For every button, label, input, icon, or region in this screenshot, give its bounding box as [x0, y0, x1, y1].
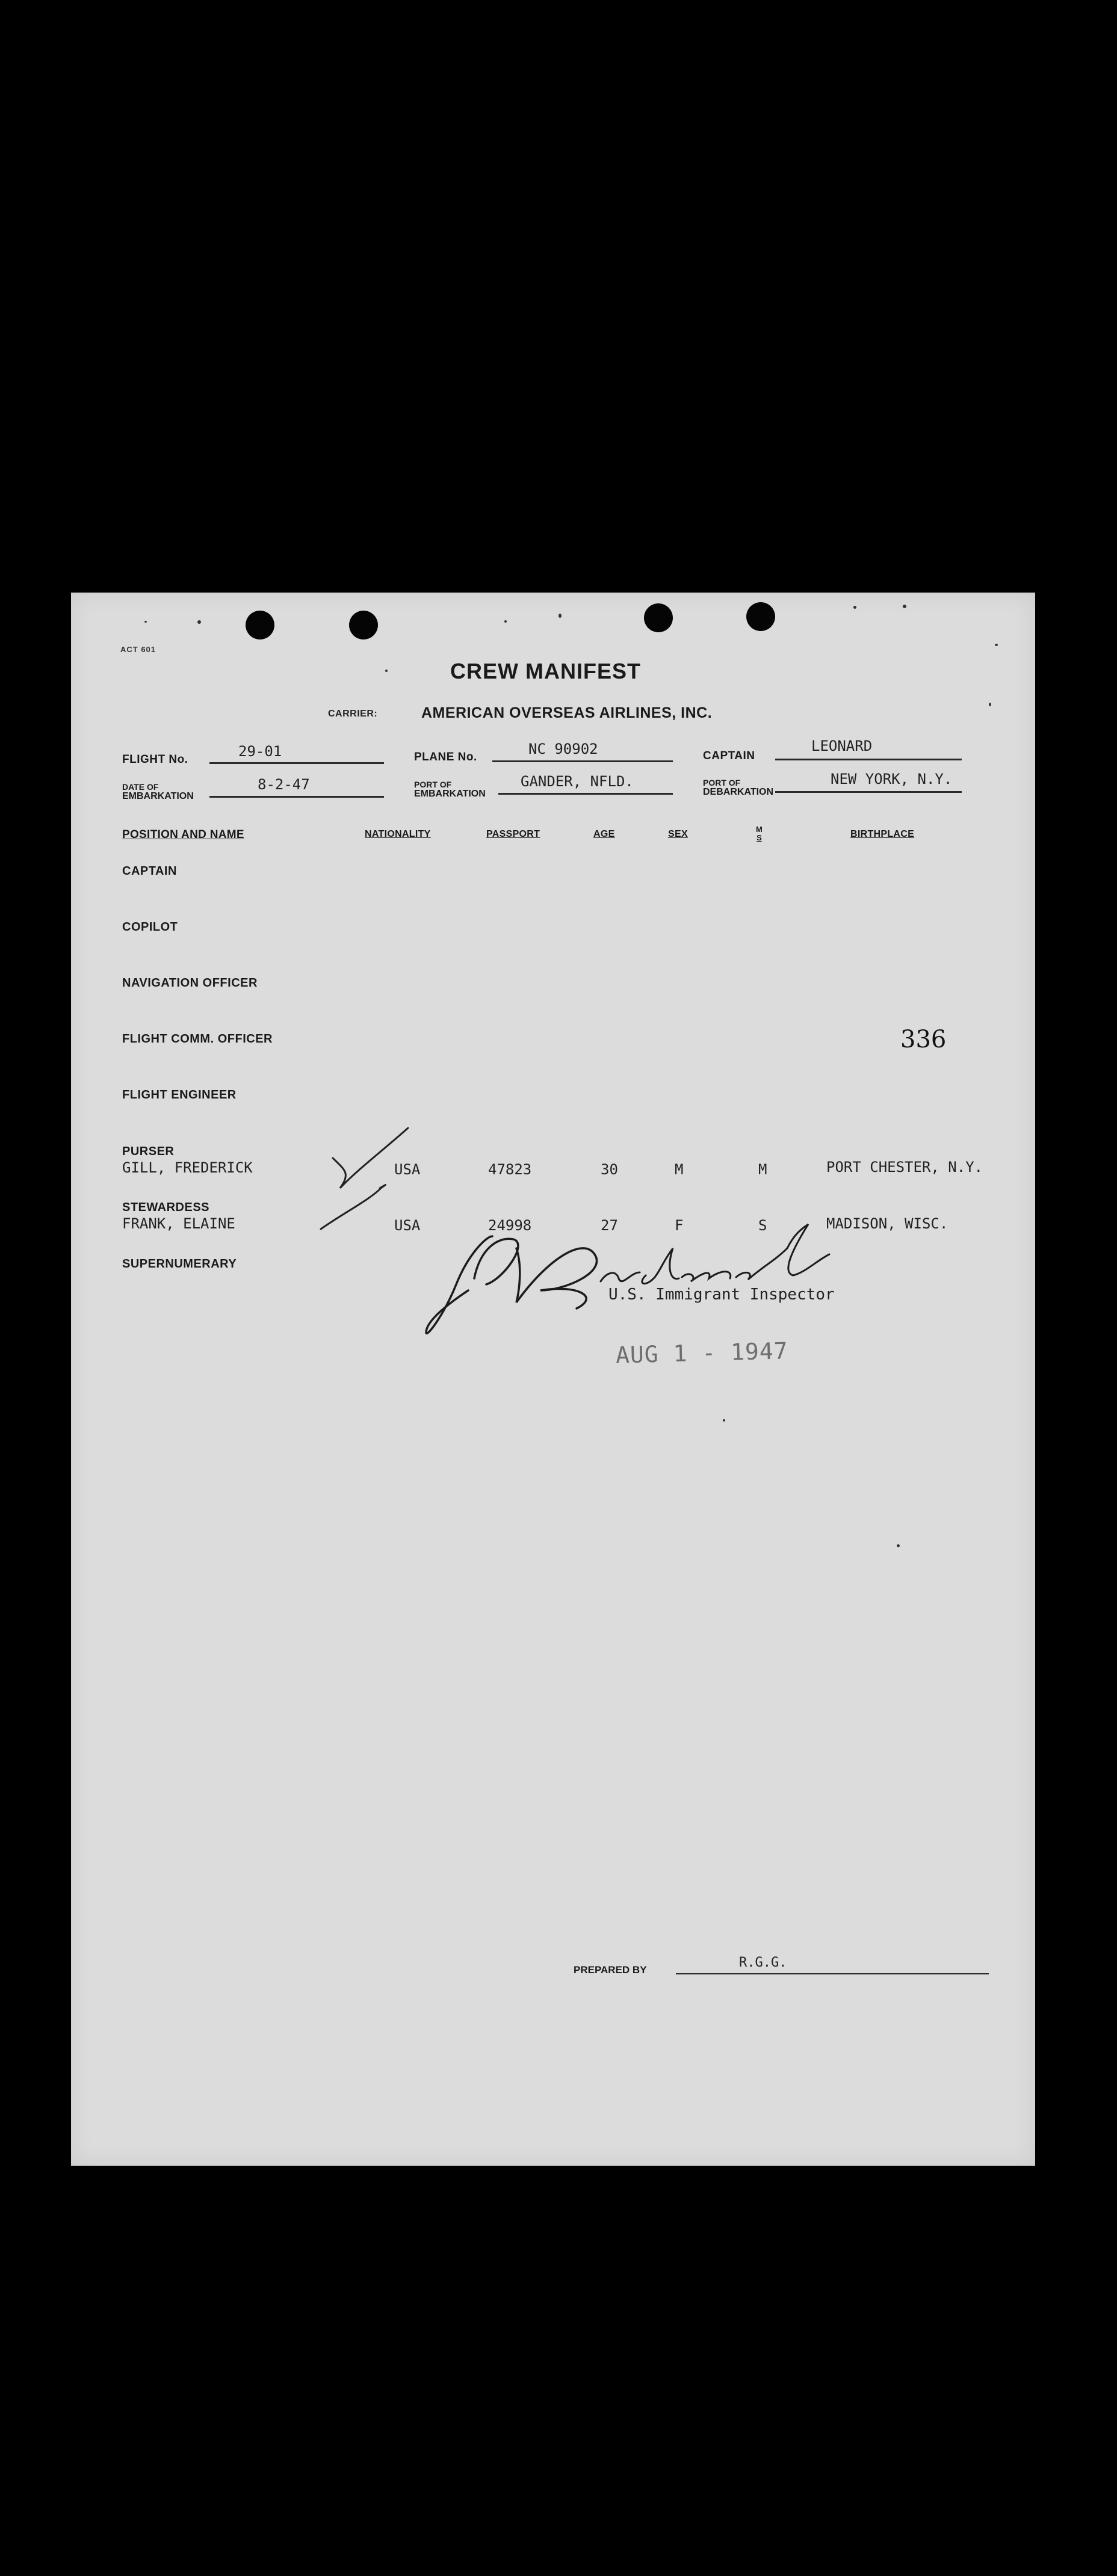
prepared-by-underline: [676, 1973, 989, 1974]
speck: [197, 620, 201, 624]
port-embarkation-label-line1: PORT OF: [414, 780, 452, 789]
position-flight-engineer: FLIGHT ENGINEER: [122, 1088, 237, 1102]
col-head-sex: SEX: [668, 829, 688, 839]
crew-birthplace: MADISON, WISC.: [826, 1215, 948, 1232]
crew-passport: 47823: [488, 1161, 532, 1178]
punch-hole-1: [246, 611, 274, 639]
col-head-age: AGE: [593, 829, 615, 839]
position-navigation-officer: NAVIGATION OFFICER: [122, 976, 258, 990]
speck: [385, 670, 388, 672]
crew-birthplace: PORT CHESTER, N.Y.: [826, 1159, 983, 1176]
speck: [903, 605, 906, 608]
crew-sex: M: [675, 1161, 684, 1178]
date-embarkation-label-line2: EMBARKATION: [122, 791, 194, 801]
check-mark-icon: [261, 1122, 417, 1230]
port-debarkation-label-line2: DEBARKATION: [703, 787, 774, 797]
punch-hole-3: [644, 603, 673, 632]
crew-sex: F: [675, 1217, 684, 1234]
port-embarkation-underline: [498, 793, 673, 795]
col-head-passport: PASSPORT: [486, 829, 540, 839]
carrier-name: AMERICAN OVERSEAS AIRLINES, INC.: [421, 704, 713, 721]
crew-age: 27: [601, 1217, 618, 1234]
plane-no-underline: [492, 760, 673, 762]
col-head-marital-line2: S: [757, 833, 762, 842]
speck: [504, 620, 507, 623]
flight-no-value: 29-01: [238, 743, 282, 760]
captain-value: LEONARD: [811, 738, 873, 754]
position-copilot: COPILOT: [122, 920, 178, 934]
captain-label: CAPTAIN: [703, 750, 755, 762]
form-code: ACT 601: [120, 645, 156, 654]
speck: [144, 621, 147, 623]
page-title: CREW MANIFEST: [450, 659, 641, 683]
crew-marital-status: M: [758, 1161, 767, 1178]
col-head-birthplace: BIRTHPLACE: [850, 829, 915, 839]
crew-nationality: USA: [394, 1217, 421, 1234]
inspector-title: U.S. Immigrant Inspector: [608, 1286, 835, 1304]
port-debarkation-label: [703, 778, 773, 797]
port-embarkation-label-line2: EMBARKATION: [414, 789, 486, 799]
speck: [995, 644, 998, 646]
port-debarkation-label-line1: PORT OF: [703, 778, 741, 787]
page-number: 336: [900, 1026, 947, 1053]
prepared-by-value: R.G.G.: [739, 1955, 787, 1970]
crew-nationality: USA: [394, 1161, 421, 1178]
punch-hole-2: [349, 611, 378, 639]
crew-marital-status: S: [758, 1217, 767, 1234]
port-debarkation-underline: [775, 791, 962, 793]
port-debarkation-value: NEW YORK, N.Y.: [831, 771, 953, 787]
col-head-nationality: NATIONALITY: [365, 829, 431, 839]
port-embarkation-label: [414, 780, 486, 798]
prepared-by-label: PREPARED BY: [574, 1964, 647, 1976]
port-embarkation-value: GANDER, NFLD.: [521, 773, 634, 790]
speck: [558, 614, 562, 618]
crew-age: 30: [601, 1161, 618, 1178]
crew-passport: 24998: [488, 1217, 532, 1234]
date-stamp: AUG 1 - 1947: [615, 1337, 789, 1369]
position-flight-comm-officer: FLIGHT COMM. OFFICER: [122, 1032, 273, 1046]
col-head-marital-line1: M: [756, 825, 763, 834]
position-purser: PURSER: [122, 1145, 175, 1158]
plane-no-label: PLANE No.: [414, 751, 477, 763]
speck: [853, 606, 856, 609]
date-embarkation-label-line1: DATE OF: [122, 782, 159, 792]
plane-no-value: NC 90902: [528, 741, 598, 757]
crew-name: GILL, FREDERICK: [122, 1159, 253, 1176]
date-embarkation-value: 8-2-47: [258, 776, 310, 793]
crew-name: FRANK, ELAINE: [122, 1215, 235, 1232]
date-embarkation-label: [122, 783, 194, 801]
date-embarkation-underline: [209, 796, 384, 798]
speck: [989, 703, 991, 706]
position-captain: CAPTAIN: [122, 864, 177, 878]
col-head-marital: [756, 825, 763, 842]
carrier-label: CARRIER:: [328, 709, 378, 719]
speck: [723, 1419, 725, 1422]
speck: [897, 1544, 900, 1547]
position-supernumerary: SUPERNUMERARY: [122, 1257, 237, 1271]
manifest-document: [71, 593, 1035, 2166]
inspector-signature: [408, 1212, 938, 1351]
captain-underline: [775, 759, 962, 760]
flight-no-label: FLIGHT No.: [122, 753, 188, 766]
col-head-position: POSITION AND NAME: [122, 828, 244, 841]
flight-no-underline: [209, 762, 384, 764]
position-stewardess: STEWARDESS: [122, 1201, 210, 1214]
punch-hole-4: [746, 602, 775, 631]
